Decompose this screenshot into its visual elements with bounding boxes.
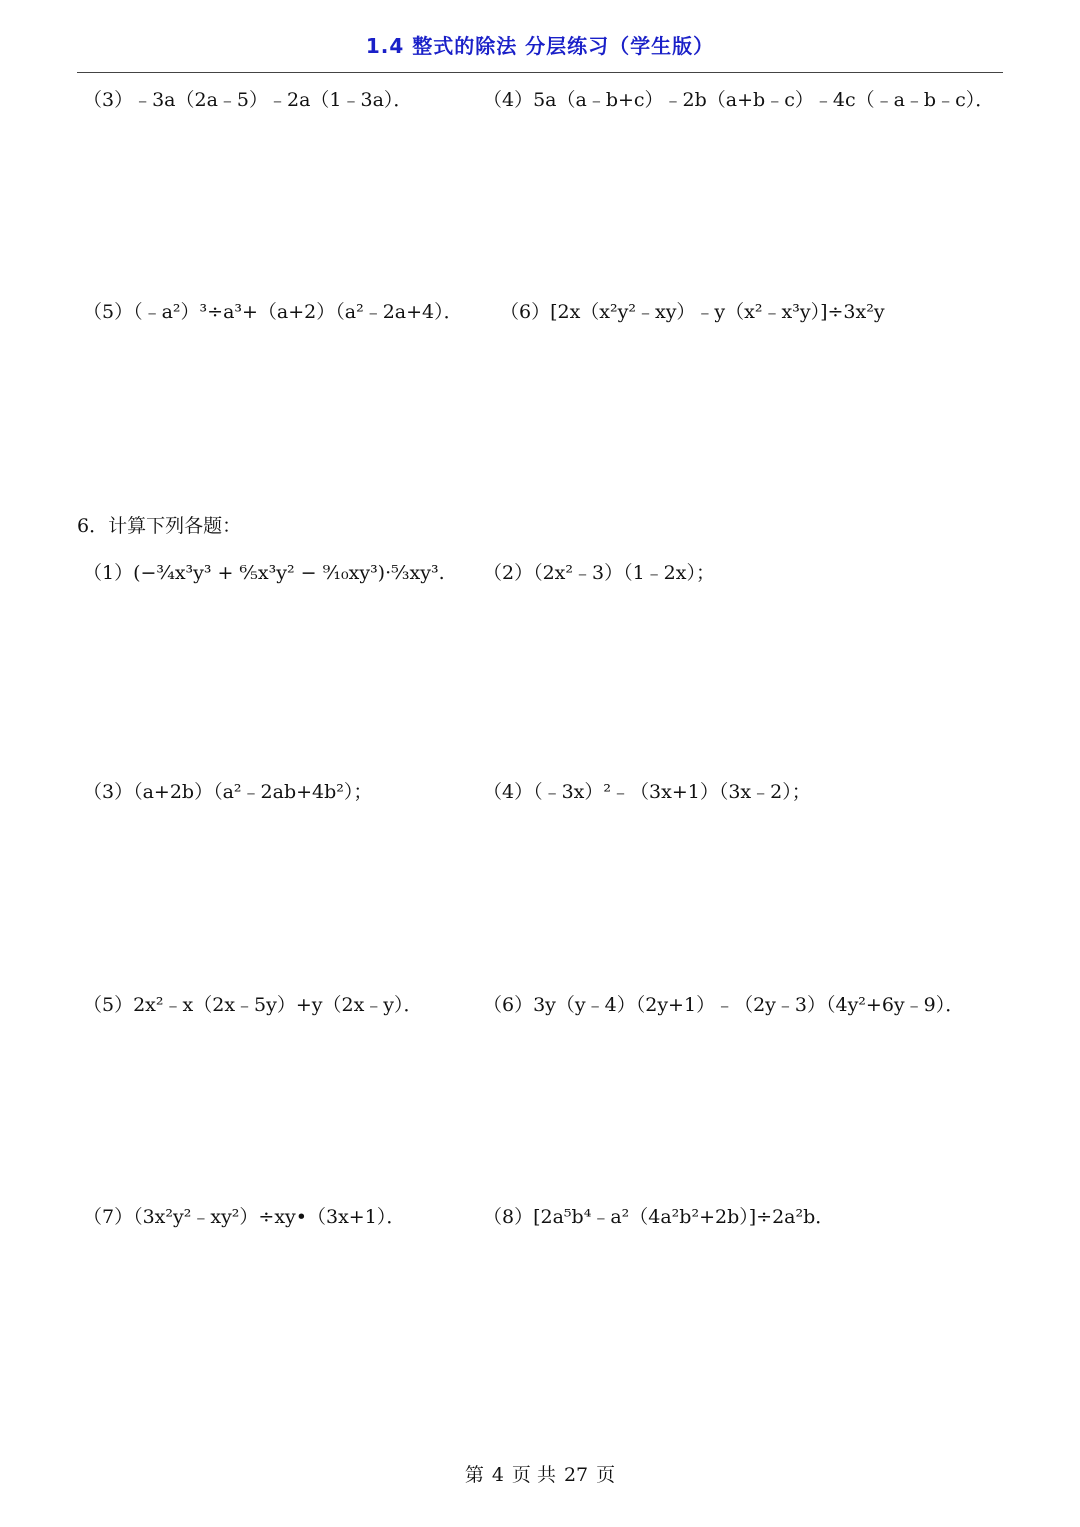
problem-5-6: （6）[2x（x²y²﹣xy）﹣y（x²﹣x³y）]÷3x²y (500, 301, 885, 323)
footer-suffix: 页 (596, 1464, 616, 1486)
problem-6-3: （3）（a+2b）（a²﹣2ab+4b²）； (83, 781, 373, 803)
problem-5-3: （3）﹣3a（2a﹣5）﹣2a（1﹣3a）． (83, 89, 413, 111)
problem-6-4: （4）（﹣3x）²﹣（3x+1）（3x﹣2）； (483, 781, 811, 803)
header-divider (77, 72, 1003, 73)
problem-6-6: （6）3y（y﹣4）（2y+1）﹣（2y﹣3）（4y²+6y﹣9）． (483, 994, 965, 1016)
footer-prefix: 第 (464, 1464, 484, 1486)
problem-6-2: （2）（2x²﹣3）（1﹣2x）； (483, 562, 715, 584)
problem-6-5: （5）2x²﹣x（2x﹣5y）+y（2x﹣y）． (83, 994, 423, 1016)
footer-total-pages: 27 (563, 1464, 589, 1486)
page-footer (0, 1460, 1080, 1487)
problem-6-1: （1）(−³⁄₄x³y³ + ⁶⁄₅x³y² − ⁹⁄₁₀xy³)·⁵⁄₃xy³. (83, 562, 445, 584)
section-6-heading: 6．计算下列各题： (77, 515, 242, 537)
problem-5-4: （4）5a（a﹣b+c）﹣2b（a+b﹣c）﹣4c（﹣a﹣b﹣c）． (483, 89, 995, 111)
problem-6-8: （8）[2a⁵b⁴﹣a²（4a²b²+2b）]÷2a²b． (483, 1206, 835, 1228)
problem-5-5: （5）（﹣a²）³÷a³+（a+2）（a²﹣2a+4）． (83, 301, 463, 323)
footer-middle: 页 共 (511, 1464, 556, 1486)
page-title: 1.4 整式的除法 分层练习（学生版） (365, 34, 715, 58)
problem-6-7: （7）（3x²y²﹣xy²）÷xy•（3x+1）． (83, 1206, 406, 1228)
footer-page-number: 4 (491, 1464, 504, 1486)
